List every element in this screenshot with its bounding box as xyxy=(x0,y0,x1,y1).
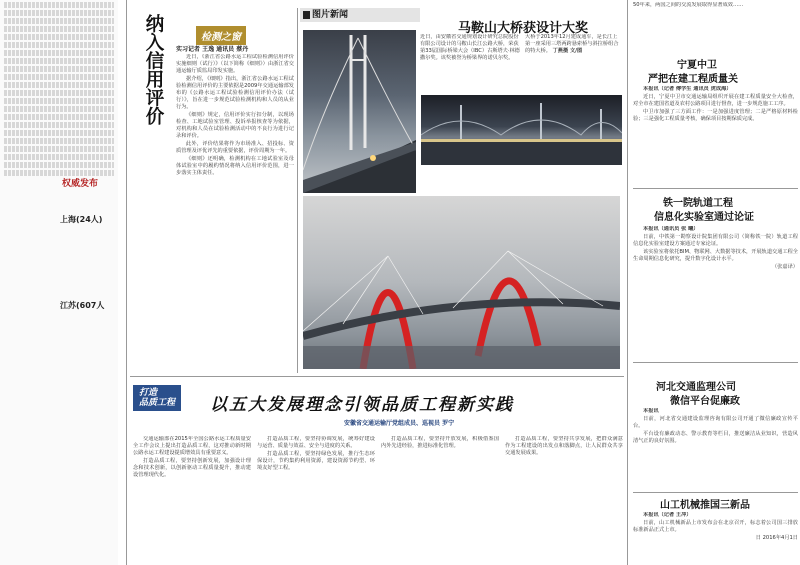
shanxi-paragraph: 日前，山工机械新品上市发布会在北京召开，标志着公司国三排放标准新品正式上市。 xyxy=(633,520,798,533)
right-article-divider xyxy=(633,362,798,363)
ningxia-body xyxy=(633,86,798,176)
photo-news-caption: 近日，由安徽省交通规划设计研究总院股份有限公司设计的马鞍山长江公路大桥，荣获第33届国际桥梁大会（IBC）古斯塔夫·林德撒尔奖。该奖被誉为桥梁界的诺贝尔奖。 xyxy=(420,34,520,61)
hebei-title-line1: 河北交通监理公司 xyxy=(656,382,736,393)
bottom-paragraph: 打造品质工程，要坚持绿色发展，推行生态环保设计，节约集约利用资源，建设资源节约型、环境友好型工程。 xyxy=(257,451,375,471)
article-paragraph: 《细则》还明确，检测机构在工地试验室及母体试验室中的履约情况将纳入信用评价范围，进一步落实主体责任。 xyxy=(176,156,294,176)
left-scrap-column xyxy=(0,0,118,565)
rail-title-line2: 信息化实验室通过论证 xyxy=(654,212,754,223)
hebei-byline: 本报讯 xyxy=(643,408,659,414)
bottom-article-headline: 以五大发展理念引领品质工程新实践 xyxy=(210,395,514,415)
bottom-paragraph: 打造品质工程，要坚持创新发展，加强设计理念和技术创新，以创新驱动工程质量提升，推动建设管理现代化。 xyxy=(133,458,251,478)
article-byline: 实习记者 王逸 通讯员 蔡丹 xyxy=(176,46,249,53)
bottom-article-divider xyxy=(130,376,624,377)
ningxia-title-line2: 严把在建工程质量关 xyxy=(648,74,738,85)
photo-news-headline: 马鞍山大桥获设计大奖 xyxy=(458,21,589,36)
bottom-paragraph: 打造品质工程，要坚持开放发展，积极借鉴国内外先进经验，推进标准化管理。 xyxy=(381,436,499,449)
bridge-photo-3-drawing xyxy=(303,196,620,369)
rail-body xyxy=(633,226,798,356)
ningxia-byline: 本报讯（记者 傅学生 通讯员 虎成海） xyxy=(643,86,732,92)
shanxi-byline: 本报讯（记者 王冲） xyxy=(643,512,692,518)
bottom-article-col-2 xyxy=(257,436,375,564)
bridge-photo-3 xyxy=(303,196,620,369)
article-paragraph: 此外，评价结果将作为市场准入、招投标、资质管理及评优评先的重要依据，评价周期为一年。 xyxy=(176,141,294,154)
bottom-article-col-4 xyxy=(505,436,623,564)
photo-credit: 丁燕摄 文/图 xyxy=(552,48,583,54)
column-divider xyxy=(126,0,127,565)
bottom-paragraph: 打造品质工程，要坚持共享发展，把群众满意作为工程建设的出发点和落脚点，让人民群众共享交通发展成果。 xyxy=(505,436,623,456)
bottom-article-col-1 xyxy=(133,436,251,564)
article-vertical-headline xyxy=(140,14,168,314)
article-paragraph: 据介绍，《细则》指出，浙江省公路水运工程试验检测信用评价的主要依据是2009年交通运输部发布的《公路水运工程试验检测信用评价办法（试行）》，旨在进一步规范试验检测机构和人员的从业行为。 xyxy=(176,76,294,110)
left-scrap-heading-jiangsu: 江苏(607人 xyxy=(60,301,105,310)
shanxi-title: 山工机械推国三新品 xyxy=(660,500,750,511)
column-divider xyxy=(627,0,628,565)
bottom-paragraph: 打造品质工程，要坚持协调发展，统筹好建设与运营、质量与效益、安全与进度的关系。 xyxy=(257,436,375,449)
photo-news-section-label: 图片新闻 xyxy=(300,8,420,22)
column-divider xyxy=(297,8,298,373)
bridge-photo-2 xyxy=(421,95,622,165)
hebei-body xyxy=(633,408,798,488)
article-body xyxy=(176,54,294,372)
bottom-badge-line1: 打造 xyxy=(139,388,158,398)
bottom-badge xyxy=(133,385,181,411)
rail-credit: （张嘉译） xyxy=(772,264,798,270)
ningxia-paragraph: 中卫市加强了三方面工作：一是加强进度管理；二是严格原材料检验；三是强化工程质量考核，确保项目按期保质完成。 xyxy=(633,109,798,122)
hebei-paragraph: 日前，河北省交通建设监理咨询有限公司开通了微信廉政宣传平台。 xyxy=(633,416,798,429)
right-article-divider xyxy=(633,188,798,189)
rail-paragraph: 该实验室将依托BIM、物联网、大数据等技术，开展轨道交通工程全生命周期信息化研究，提升数字化设计水平。 xyxy=(633,249,798,262)
bottom-badge-line2: 品质工程 xyxy=(139,398,176,408)
bridge-photo-1 xyxy=(303,30,416,193)
bottom-article-col-3 xyxy=(381,436,499,564)
right-article-divider xyxy=(633,492,798,493)
bridge-photo-1-drawing xyxy=(303,30,416,193)
ningxia-paragraph: 近日，宁夏中卫市交通运输局组织开展在建工程质量安全大检查，对全市在建国省道及农村公路项目进行督查，进一步规范施工工序。 xyxy=(633,94,798,107)
left-scrap-text-lines xyxy=(0,2,118,176)
bridge-photo-2-drawing xyxy=(421,95,622,165)
right-top-text: 50年来，两国之间的交流发展取得显著成效…… xyxy=(633,2,744,8)
left-scrap-heading-shanghai: 上海(24人) xyxy=(60,215,103,224)
bottom-paragraph: 交通运输部在2015年全国公路水运工程质量安全工作会议上提出打造品质工程，这对推动新时期公路水运工程建设提质增效具有重要意义。 xyxy=(133,436,251,456)
hebei-title-line2: 微信平台促廉政 xyxy=(670,396,740,407)
ningxia-title-line1: 宁夏中卫 xyxy=(677,60,717,71)
shanxi-body xyxy=(633,512,798,564)
article-paragraph: 近日，《浙江省公路水运工程试验检测信用评价实施细则（试行）》（以下简称《细则》）由浙江省交通运输厅质监局印发实施。 xyxy=(176,54,294,74)
hebei-paragraph: 平台设有廉政动态、警示教育等栏目，推送廉洁从业知识，营造风清气正的良好氛围。 xyxy=(633,431,798,444)
photo-news-caption-continued xyxy=(525,34,621,92)
caption-continued-text: 大桥于2013年12月建成通车，是长江上第一座采用三塔两跨悬索桥与斜拉桥组合的特大桥。 xyxy=(525,34,619,54)
rail-title-line1: 铁一院轨道工程 xyxy=(663,198,733,209)
rail-byline: 本报讯（通讯员 张 曦） xyxy=(643,226,699,232)
vertical-title-text: 纳入信用评价 xyxy=(143,14,164,125)
shanxi-date: 日 2016年4月1日 xyxy=(755,535,798,541)
left-scrap-red-heading: 权威发布 xyxy=(62,179,99,189)
article-paragraph: 《细则》规定，信用评价实行扣分制，以现场检查、工地试验室管理、投诉举报核查等为依据，对机构和人员在试验检测活动中的不良行为进行记录和评价。 xyxy=(176,112,294,139)
bottom-article-byline: 安徽省交通运输厅党组成员、巡视员 罗宁 xyxy=(344,420,455,427)
column-badge: 检测之窗 xyxy=(196,26,246,45)
rail-paragraph: 日前，中铁第一勘察设计院集团有限公司（简称铁一院）轨道工程信息化实验室建设方案通过专家论证。 xyxy=(633,234,798,247)
